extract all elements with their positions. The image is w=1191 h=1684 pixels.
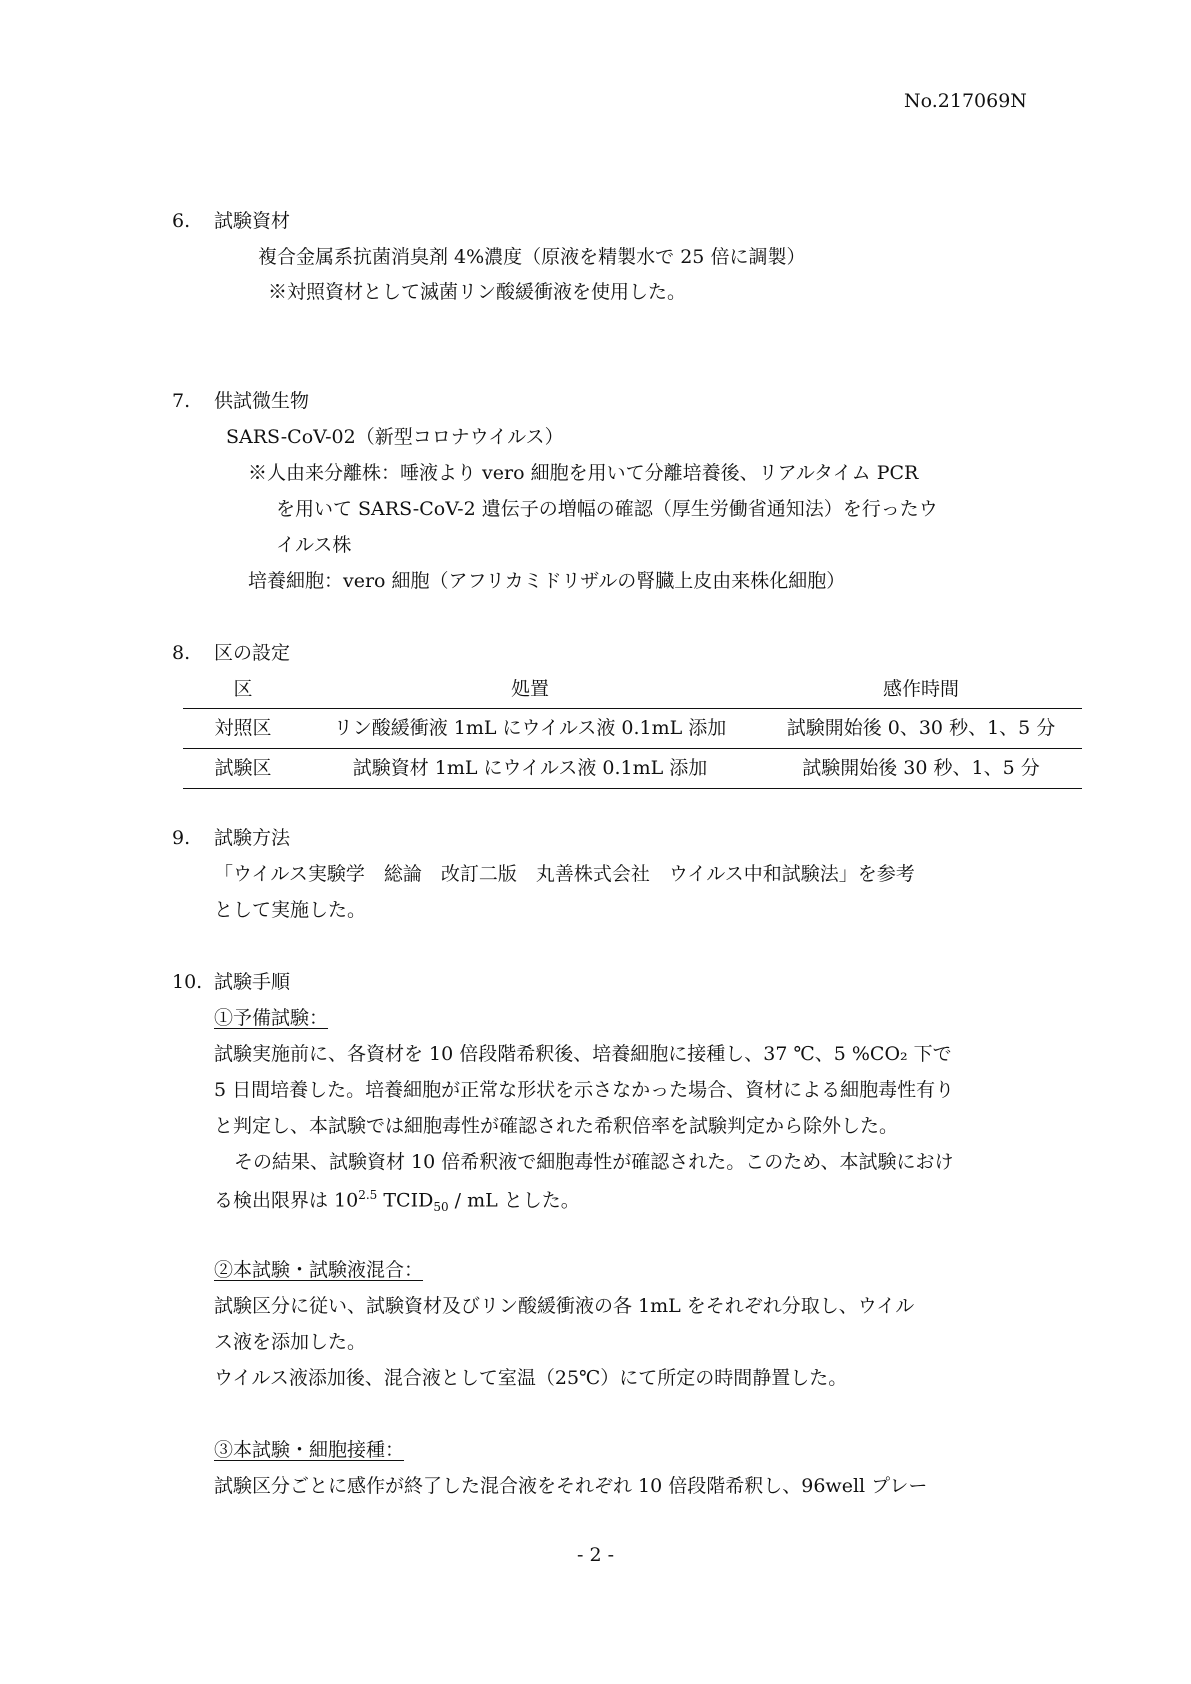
table-rule-middle <box>183 748 1082 749</box>
document-number: No.217069N <box>904 90 1027 112</box>
table-header-treatment: 処置 <box>510 678 550 700</box>
preliminary-line-2: 5 日間培養した。培養細胞が正常な形状を示さなかった場合、資材による細胞毒性有り <box>214 1079 955 1101</box>
table-cell-treatment: リン酸緩衝液 1mL にウイルス液 0.1mL 添加 <box>333 717 727 739</box>
section-7-line-5: 培養細胞：vero 細胞（アフリカミドリザルの腎臓上皮由来株化細胞） <box>248 570 846 592</box>
preliminary-line-5 <box>214 1189 580 1213</box>
table-header-time: 感作時間 <box>882 678 960 700</box>
section-6-number: 6. <box>172 210 191 232</box>
section-6-line-1: 複合金属系抗菌消臭剤 4%濃度（原液を精製水で 25 倍に調製） <box>258 246 806 268</box>
section-9-number: 9. <box>172 827 191 849</box>
section-9-line-2: として実施した。 <box>214 899 367 921</box>
subsection-inoculation-title: ③本試験・細胞接種： <box>214 1439 405 1461</box>
section-8-title: 区の設定 <box>214 642 291 664</box>
section-7-line-2: ※人由来分離株：唾液より vero 細胞を用いて分離培養後、リアルタイム PCR <box>248 462 919 484</box>
section-7-line-3: を用いて SARS-CoV-2 遺伝子の増幅の確認（厚生労働省通知法）を行ったウ <box>276 498 938 520</box>
table-cell-time: 試験開始後 0、30 秒、1、5 分 <box>786 717 1056 739</box>
section-8-number: 8. <box>172 642 191 664</box>
detection-limit-subscript: 50 <box>433 1200 449 1215</box>
table-cell-group: 対照区 <box>214 717 272 739</box>
subsection-preliminary-title: ①予備試験： <box>214 1007 329 1029</box>
mixing-line-2: ス液を添加した。 <box>214 1331 367 1353</box>
detection-limit-unit: TCID <box>377 1189 434 1212</box>
section-7-line-4: イルス株 <box>276 534 352 556</box>
section-9-title: 試験方法 <box>214 827 291 849</box>
preliminary-line-3: と判定し、本試験では細胞毒性が確認された希釈倍率を試験判定から除外した。 <box>214 1115 899 1137</box>
section-7-number: 7. <box>172 390 191 412</box>
section-9-line-1: 「ウイルス実験学 総論 改訂二版 丸善株式会社 ウイルス中和試験法」を参考 <box>214 863 915 885</box>
inoculation-line-1: 試験区分ごとに感作が終了した混合液をそれぞれ 10 倍段階希釈し、96well プレー <box>214 1475 928 1497</box>
mixing-line-3: ウイルス液添加後、混合液として室温（25℃）にて所定の時間静置した。 <box>214 1367 848 1389</box>
section-6-title: 試験資材 <box>214 210 291 232</box>
detection-limit-text: る検出限界は 10 <box>214 1189 359 1212</box>
section-7-title: 供試微生物 <box>214 390 310 412</box>
table-cell-time: 試験開始後 30 秒、1、5 分 <box>802 757 1040 779</box>
table-rule-bottom <box>183 788 1082 789</box>
table-cell-group: 試験区 <box>214 757 272 779</box>
detection-limit-suffix: / mL とした。 <box>448 1189 580 1212</box>
section-6-line-2: ※対照資材として滅菌リン酸緩衝液を使用した。 <box>268 281 687 303</box>
mixing-line-1: 試験区分に従い、試験資材及びリン酸緩衝液の各 1mL をそれぞれ分取し、ウイル <box>214 1295 915 1317</box>
table-cell-treatment: 試験資材 1mL にウイルス液 0.1mL 添加 <box>352 757 708 779</box>
preliminary-line-4: その結果、試験資材 10 倍希釈液で細胞毒性が確認された。このため、本試験におけ <box>234 1151 954 1173</box>
section-10-title: 試験手順 <box>214 971 291 993</box>
detection-limit-exponent: 2.5 <box>358 1188 378 1202</box>
section-7-line-1: SARS-CoV-02（新型コロナウイルス） <box>226 426 564 448</box>
page-number: - 2 - <box>576 1544 614 1566</box>
table-rule-top <box>183 708 1082 709</box>
preliminary-line-1: 試験実施前に、各資材を 10 倍段階希釈後、培養細胞に接種し、37 ℃、5 %CO₂ 下で <box>214 1043 952 1065</box>
table-header-group: 区 <box>233 678 253 700</box>
subsection-mixing-title: ②本試験・試験液混合： <box>214 1259 424 1281</box>
section-10-number: 10. <box>172 971 203 993</box>
